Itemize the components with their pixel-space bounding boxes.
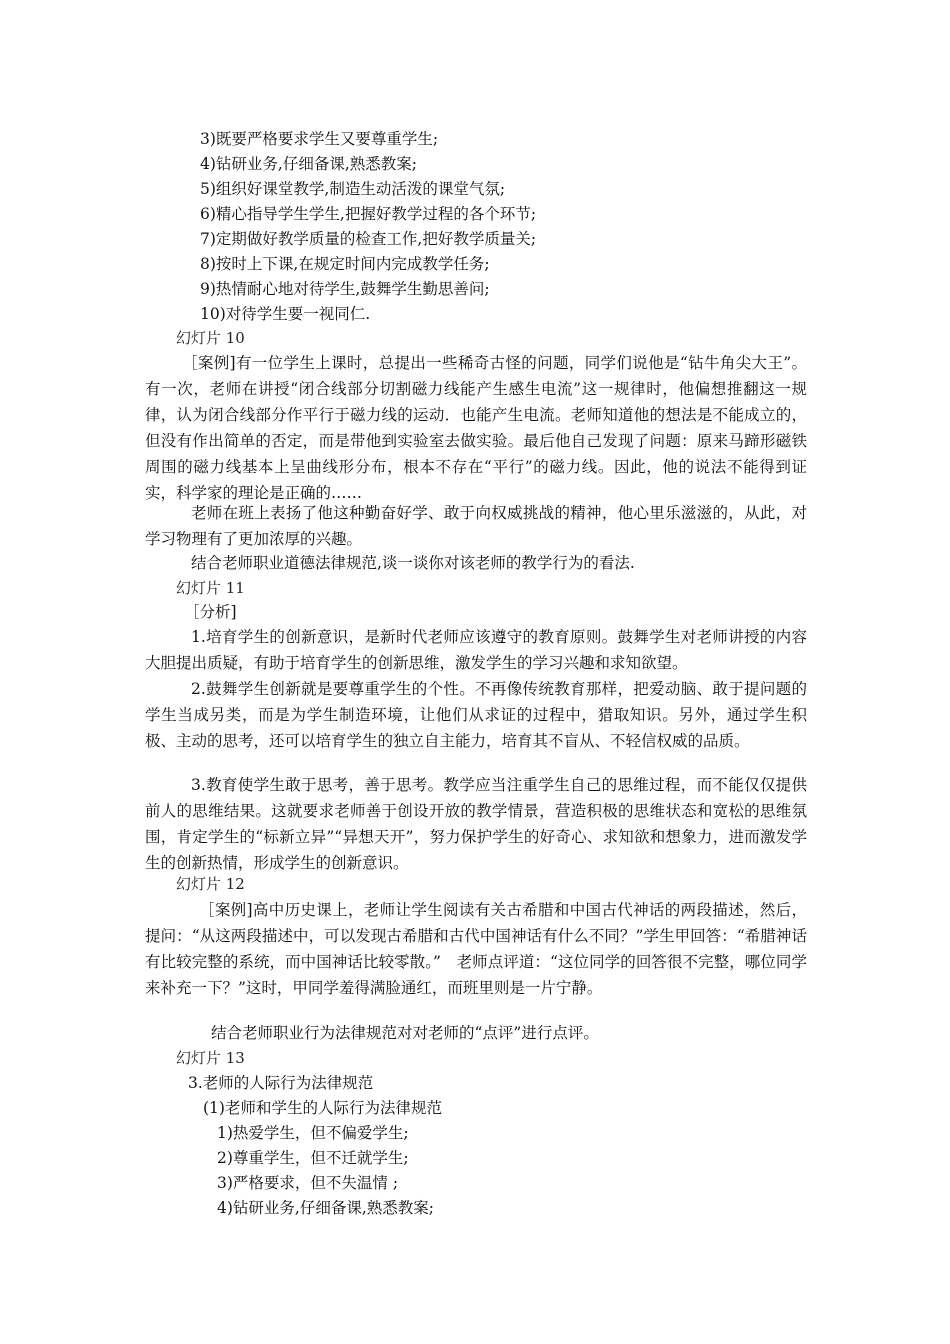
slide-label: 幻灯片 10 xyxy=(176,329,245,347)
list-item: 3)既要严格要求学生又要尊重学生; xyxy=(200,130,439,148)
list-item: 8)按时上下课,在规定时间内完成教学任务; xyxy=(200,255,490,273)
question-line: 结合老师职业道德法律规范,谈一谈你对该老师的教学行为的看法. xyxy=(191,554,635,572)
analysis-paragraph: 1.培育学生的创新意识，是新时代老师应该遵守的教育原则。鼓舞学生对老师讲授的内容大胆提出质疑，有助于培育学生的创新思维，激发学生的学习兴趣和求知欲望。 xyxy=(145,628,807,672)
list-item: 1)热爱学生，但不偏爱学生; xyxy=(217,1124,409,1142)
list-item: 9)热情耐心地对待学生,鼓舞学生勤思善问; xyxy=(200,280,490,298)
subsection-heading: (1)老师和学生的人际行为法律规范 xyxy=(203,1099,442,1117)
slide-label: 幻灯片 11 xyxy=(176,579,245,597)
analysis-paragraph: 2.鼓舞学生创新就是要尊重学生的个性。不再像传统教育那样，把爱动脑、敢于提问题的学生当成另类，而是为学生制造环境，让他们从求证的过程中，猎取知识。另外，通过学生积极、主动的思考，还可以培育学生的独立自主能力，培育其不盲从、不轻信权威的品质。 xyxy=(145,680,807,750)
list-item: 10)对待学生要一视同仁. xyxy=(200,305,371,323)
analysis-paragraph: 3.教育使学生敢于思考，善于思考。教学应当注重学生自己的思维过程，而不能仅仅提供前人的思维结果。这就要求老师善于创设开放的教学情景，营造积极的思维状态和宽松的思维氛围，肯定学生的“标新立异”“异想天开”，努力保护学生的好奇心、求知欲和想象力，进而激发学生的创新热情，形成学生的创新意识。 xyxy=(145,776,807,872)
list-item: 3)严格要求，但不失温情 ; xyxy=(217,1174,399,1192)
list-item: 7)定期做好教学质量的检查工作,把好教学质量关; xyxy=(200,230,537,248)
section-heading: ［分析] xyxy=(184,603,237,621)
list-item: 4)钻研业务,仔细备课,熟悉教案; xyxy=(217,1199,434,1217)
list-item: 6)精心指导学生学生,把握好教学过程的各个环节; xyxy=(200,205,537,223)
case-paragraph: ［案例]高中历史课上，老师让学生阅读有关古希腊和中国古代神话的两段描述，然后，提问：“从这两段描述中，可以发现古希腊和古代中国神话有什么不同？”学生甲回答：“希腊神话有比较完整的系统，而中国神话比较零散。” 老师点评道：“这位同学的回答很不完整，哪位同学来补充一下？”这时，甲同学羞得满脸通红，而班里则是一片宁静。 xyxy=(145,901,807,997)
question-line: 结合老师职业行为法律规范对对老师的“点评”进行点评。 xyxy=(211,1024,599,1042)
slide-label: 幻灯片 12 xyxy=(176,875,245,893)
list-item: 2)尊重学生，但不迁就学生; xyxy=(217,1149,409,1167)
body-paragraph: 老师在班上表扬了他这种勤奋好学、敢于向权威挑战的精神，他心里乐滋滋的，从此，对学习物理有了更加浓厚的兴趣。 xyxy=(145,504,807,548)
list-item: 5)组织好课堂教学,制造生动活泼的课堂气氛; xyxy=(200,180,506,198)
case-paragraph: ［案例]有一位学生上课时，总提出一些稀奇古怪的问题，同学们说他是“钻牛角尖大王”。有一次，老师在讲授“闭合线部分切割磁力线能产生感生电流”这一规律时，他偏想推翻这一规律，认为闭合线部分作平行于磁力线的运动．也能产生电流。老师知道他的想法是不能成立的，但没有作出简单的否定，而是带他到实验室去做实验。最后他自己发现了问题：原来马蹄形磁铁周围的磁力线基本上呈曲线形分布，根本不存在“平行”的磁力线。因此，他的说法不能得到证实，科学家的理论是正确的…… xyxy=(145,354,807,502)
section-heading: 3.老师的人际行为法律规范 xyxy=(188,1074,374,1092)
slide-label: 幻灯片 13 xyxy=(176,1049,245,1067)
list-item: 4)钻研业务,仔细备课,熟悉教案; xyxy=(200,155,417,173)
